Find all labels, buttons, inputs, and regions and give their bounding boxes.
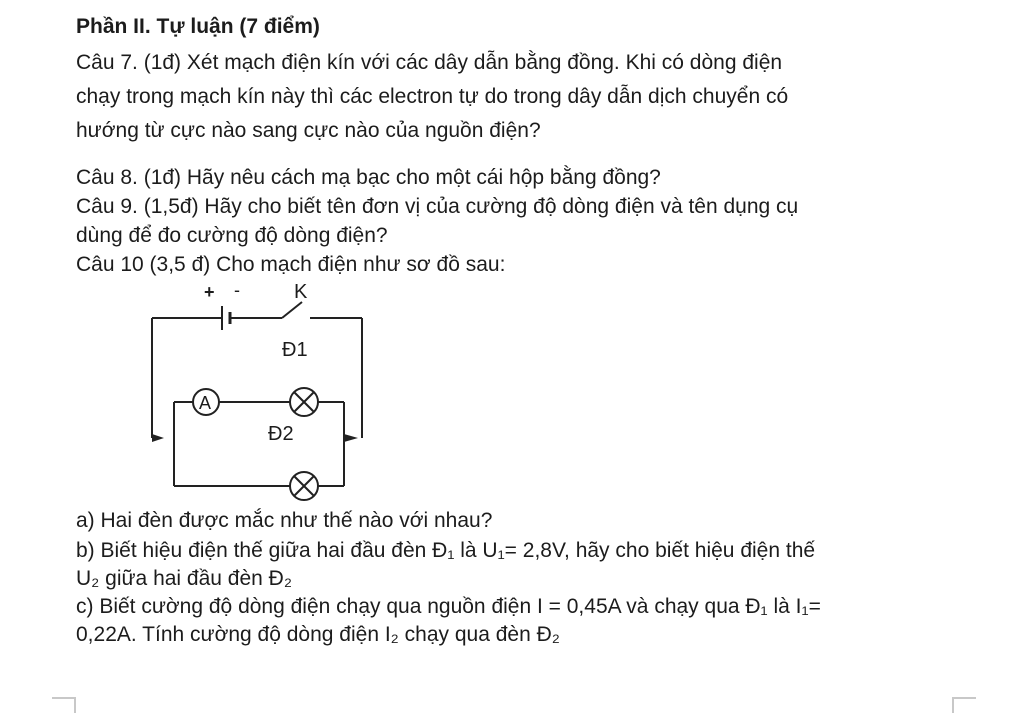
ammeter-label: A <box>199 393 212 413</box>
question-7-line-2: chạy trong mạch kín này thì các electron tự do trong dây dẫn dịch chuyển có <box>76 85 789 108</box>
question-10-line-1: Câu 10 (3,5 đ) Cho mạch điện như sơ đồ sau: <box>76 253 506 276</box>
question-7-line-3: hướng từ cực nào sang cực nào của nguồn điện? <box>76 119 541 142</box>
question-9-line-2: dùng để đo cường độ dòng điện? <box>76 224 388 247</box>
question-10-part-c-line-2: 0,22A. Tính cường độ dòng điện I₂ chạy qua đèn Đ₂ <box>76 623 560 646</box>
question-10-part-c-line-1: c) Biết cường độ dòng điện chạy qua nguồn điện I = 0,45A và chạy qua Đ₁ là I₁= <box>76 595 821 618</box>
switch-label: K <box>294 281 308 303</box>
lamp-2-icon <box>290 472 318 500</box>
lamp-1-icon <box>290 388 318 416</box>
question-7-line-1: Câu 7. (1đ) Xét mạch điện kín với các dây dẫn bằng đồng. Khi có dòng điện <box>76 51 783 74</box>
question-8-line-1: Câu 8. (1đ) Hãy nêu cách mạ bạc cho một cái hộp bằng đồng? <box>76 166 661 189</box>
battery-plus-sign: + <box>204 282 215 302</box>
lamp-2-label: Đ2 <box>268 423 294 445</box>
question-10-part-b-line-1: b) Biết hiệu điện thế giữa hai đầu đèn Đ₁ là U₁= 2,8V, hãy cho biết hiệu điện thế <box>76 539 816 562</box>
lamp-1-label: Đ1 <box>282 339 308 361</box>
section-title: Phần II. Tự luận (7 điểm) <box>76 15 320 38</box>
junction-left-arrow <box>152 434 164 442</box>
page-corner-mark-right <box>952 697 976 713</box>
question-9-line-1: Câu 9. (1,5đ) Hãy cho biết tên đơn vị của cường độ dòng điện và tên dụng cụ <box>76 195 799 218</box>
circuit-diagram <box>140 274 400 514</box>
page-corner-mark-left <box>52 697 76 713</box>
question-10-part-a: a) Hai đèn được mắc như thế nào với nhau? <box>76 509 493 532</box>
junction-right-arrow <box>344 434 358 442</box>
battery-minus-sign: - <box>234 280 240 300</box>
question-10-part-b-line-2: U₂ giữa hai đầu đèn Đ₂ <box>76 567 292 590</box>
switch-blade <box>282 302 302 318</box>
